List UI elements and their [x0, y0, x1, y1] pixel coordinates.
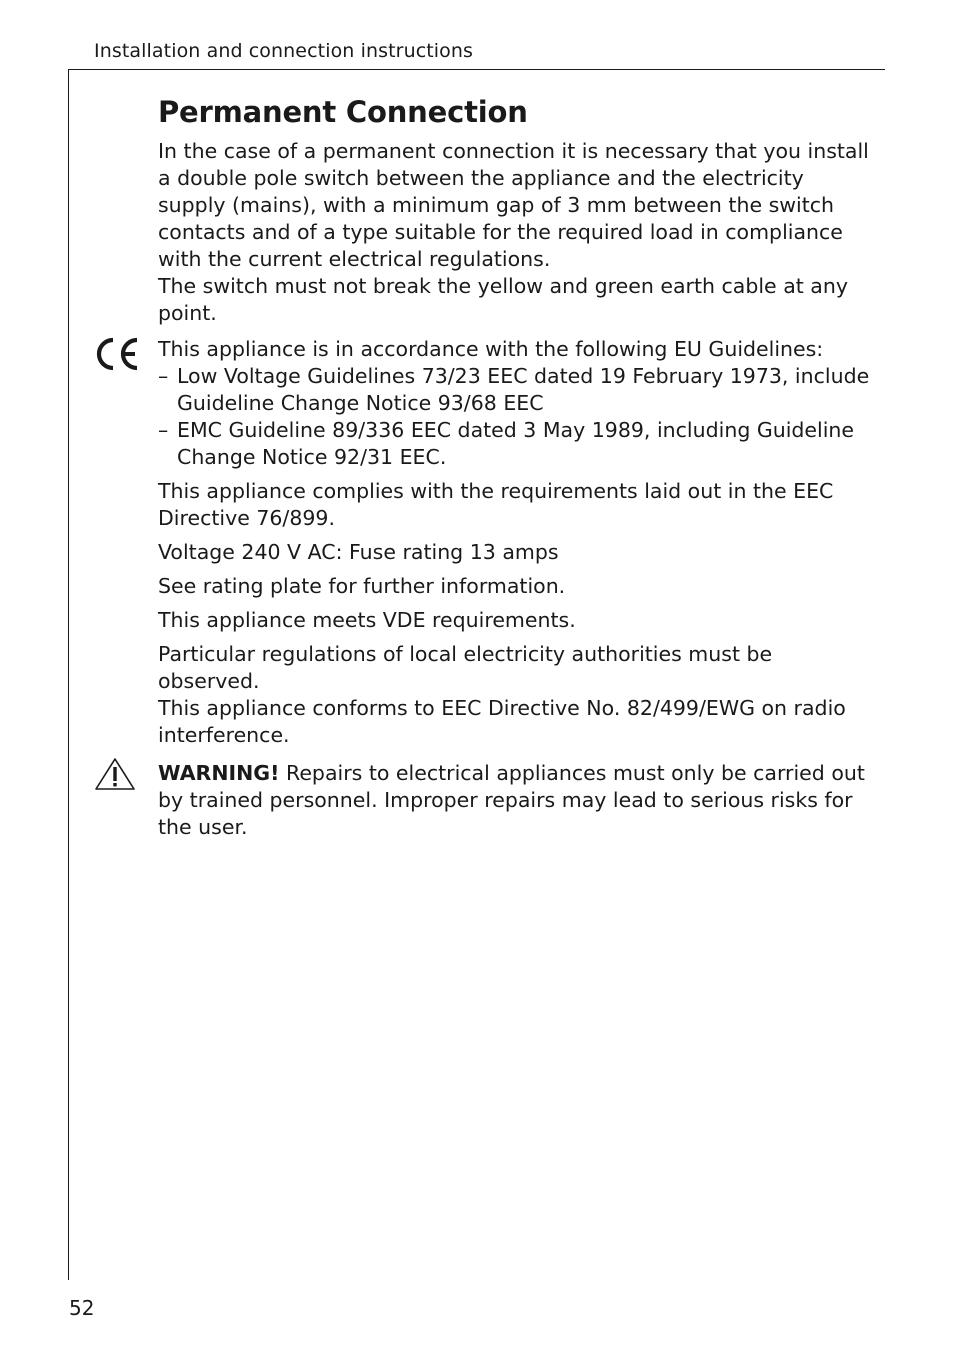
warning-text: Repairs to electrical appliances must only be carried out by trained personnel. Improper repairs may lead to serious risks for the user.	[158, 761, 865, 839]
warning-paragraph	[158, 760, 870, 841]
intro-paragraph: In the case of a permanent connection it is necessary that you install a double pole switch between the appliance and the electricity supply (mains), with a minimum gap of 3 mm between the switch contacts and of a type suitable for the required load in compliance with the current electrical regulations.	[158, 139, 869, 271]
rating-plate-paragraph: See rating plate for further information.	[158, 574, 566, 598]
warning-section	[158, 760, 870, 841]
header-rule	[69, 69, 885, 70]
page-number: 52	[69, 1296, 95, 1320]
guideline-item	[158, 417, 870, 471]
voltage-paragraph: Voltage 240 V AC: Fuse rating 13 amps	[158, 540, 559, 564]
list-dash: –	[158, 364, 169, 388]
ce-intro: This appliance is in accordance with the following EU Guidelines:	[158, 337, 824, 361]
guideline-item	[158, 363, 870, 417]
regulations-paragraph: Particular regulations of local electricity authorities must be observed.	[158, 642, 773, 693]
guideline-text: EMC Guideline 89/336 EEC dated 3 May 1989, including Guideline Change Notice 92/31 EEC.	[177, 418, 855, 469]
running-header: Installation and connection instructions	[94, 40, 474, 62]
section-title: Permanent Connection	[158, 95, 528, 129]
vde-paragraph: This appliance meets VDE requirements.	[158, 608, 576, 632]
page-content	[158, 92, 870, 841]
list-dash: –	[158, 418, 169, 442]
warning-label: WARNING!	[158, 761, 280, 785]
directive-paragraph: This appliance complies with the requirements laid out in the EEC Directive 76/899.	[158, 479, 834, 530]
regulations-block	[158, 641, 870, 749]
margin-rule	[68, 69, 69, 1280]
guideline-text: Low Voltage Guidelines 73/23 EEC dated 19 February 1973, include Guideline Change Notice 93/68 EEC	[177, 364, 870, 415]
earth-note-paragraph: The switch must not break the yellow and green earth cable at any point.	[158, 274, 848, 325]
warning-triangle-icon	[93, 755, 137, 795]
intro-block	[158, 138, 870, 327]
radio-paragraph: This appliance conforms to EEC Directive No. 82/499/EWG on radio interference.	[158, 696, 846, 747]
ce-mark-icon	[92, 334, 140, 374]
ce-compliance-section	[158, 336, 870, 471]
